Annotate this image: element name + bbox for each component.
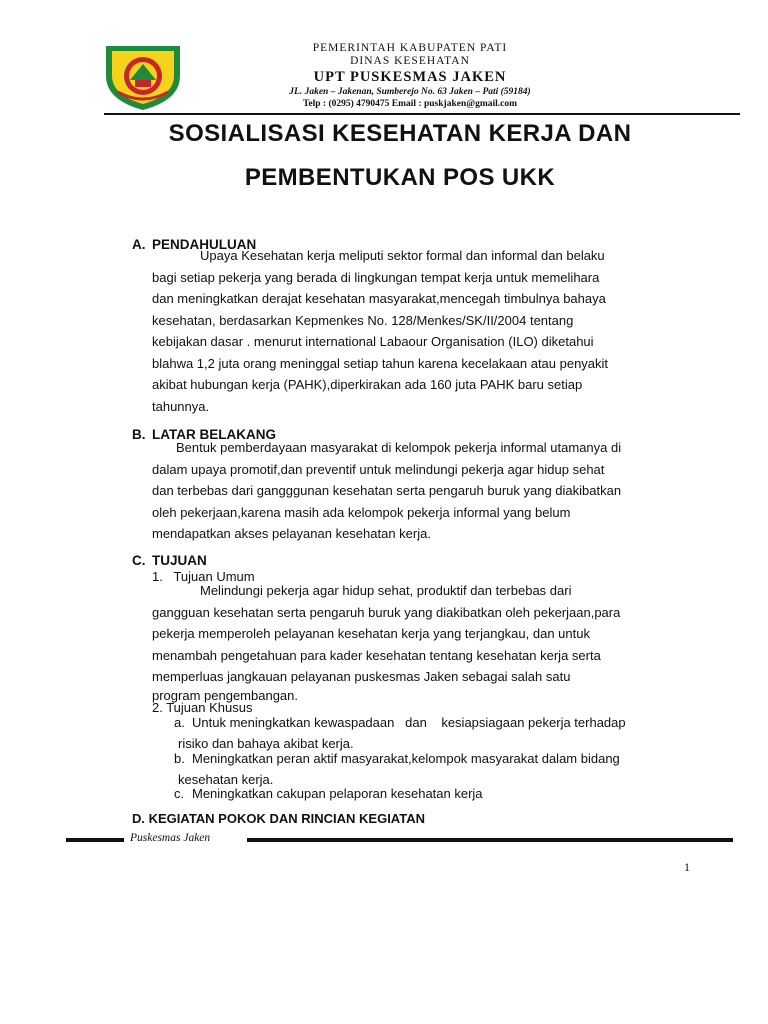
- section-a-line: kebijakan dasar . menurut international Labaour Organisation (ILO) diketahui: [152, 334, 594, 349]
- specific-item-a-line-2: risiko dan bahaya akibat kerja.: [178, 736, 354, 751]
- section-c-label: C.: [132, 553, 146, 568]
- section-c-general-line: gangguan kesehatan serta pengaruh buruk yang diakibatkan oleh pekerjaan,para: [152, 604, 621, 620]
- page-number: 1: [684, 860, 690, 874]
- pati-regency-crest-icon: [100, 40, 186, 112]
- letterhead-department: DINAS KESEHATAN: [350, 55, 470, 67]
- section-c-general-line: program pengembangan.: [152, 687, 298, 703]
- specific-item-b-line-2: kesehatan kerja.: [178, 772, 274, 787]
- specific-item-c-line-1: Meningkatkan cakupan pelaporan kesehatan kerja: [192, 786, 483, 801]
- section-a-line: bagi setiap pekerja yang berada di lingkungan tempat kerja untuk memelihara: [152, 269, 600, 285]
- section-b-label: B.: [132, 427, 146, 442]
- section-a-heading: PENDAHULUAN: [152, 237, 257, 252]
- section-b-line: dan terbebas dari gangggunan kesehatan serta pengaruh buruk yang diakibatkan: [152, 483, 622, 498]
- specific-item-c-mark: c.: [174, 786, 185, 801]
- section-c-general-line: menambah pengetahuan para kader kesehatan tentang kesehatan kerja serta: [152, 647, 601, 663]
- section-d-heading: D. KEGIATAN POKOK DAN RINCIAN KEGIATAN: [132, 811, 425, 826]
- letterhead-contact: Telp : (0295) 4790475 Email : puskjaken@gmail.com: [302, 99, 518, 109]
- section-a-label: A.: [132, 237, 146, 252]
- section-c-general-line: pekerja memperoleh pelayanan kesehatan kerja yang terjangkau, dan untuk: [152, 626, 590, 641]
- footer-rule-right: [247, 838, 733, 842]
- specific-item-b-line-1: Meningkatkan peran aktif masyarakat,kelompok masyarakat dalam bidang: [192, 751, 620, 766]
- section-b-line: oleh pekerjaan,karena masih ada kelompok pekerja informal yang belum: [152, 504, 571, 520]
- specific-item-a-line-1: Untuk meningkatkan kewaspadaan dan kesiapsiagaan pekerja terhadap: [192, 715, 626, 730]
- section-c-general-line: memperluas jangkauan pelayanan puskesmas Jaken sebagai salah satu: [152, 669, 571, 684]
- section-a-line: tahunnya.: [152, 398, 210, 414]
- letterhead-government: PEMERINTAH KABUPATEN PATI: [312, 42, 508, 54]
- letterhead-address: JL. Jaken – Jakenan, Sumberejo No. 63 Jaken – Pati (59184): [289, 87, 531, 97]
- section-c-heading: TUJUAN: [152, 553, 207, 568]
- section-b-body: [152, 437, 698, 545]
- letterhead-divider: [104, 113, 740, 115]
- section-a-line: Upaya Kesehatan kerja meliputi sektor formal dan informal dan belaku: [200, 248, 605, 263]
- section-a-line: kesehatan, berdasarkan Kepmenkes No. 128/Menkes/SK/II/2004 tentang: [152, 312, 574, 328]
- footer-rule-left: [66, 838, 124, 842]
- section-b-line: mendapatkan akses pelayanan kesehatan kerja.: [152, 526, 431, 541]
- section-a-line: akibat hubungan kerja (PAHK),diperkirakan ada 160 juta PAHK baru setiap: [152, 377, 583, 392]
- document-title-line-1: SOSIALISASI KESEHATAN KERJA DAN: [168, 120, 632, 147]
- section-c-general-goal-body: [152, 580, 698, 704]
- section-c-general-line: Melindungi pekerja agar hidup sehat, produktif dan terbebas dari: [200, 583, 572, 598]
- section-b-line: dalam upaya promotif,dan preventif untuk melindungi pekerja agar hidup sehat: [152, 461, 605, 477]
- document-title-line-2: PEMBENTUKAN POS UKK: [244, 164, 556, 191]
- section-c-general-goal-label: 1. Tujuan Umum: [152, 569, 255, 584]
- letterhead-institution: UPT PUSKESMAS JAKEN: [313, 69, 507, 85]
- specific-item-b-mark: b.: [174, 751, 185, 766]
- section-a-line: blahwa 1,2 juta orang meninggal setiap tahun karena kecelakaan atau penyakit: [152, 355, 609, 371]
- specific-item-a-mark: a.: [174, 715, 185, 730]
- letterhead: [200, 42, 620, 110]
- section-c-specific-goal-label: 2. Tujuan Khusus: [152, 700, 253, 715]
- section-b-line: Bentuk pemberdayaan masyarakat di kelompok pekerja informal utamanya di: [176, 440, 622, 455]
- footer-text: Puskesmas Jaken: [130, 832, 211, 844]
- section-a-line: dan meningkatkan derajat kesehatan masyarakat,mencegah timbulnya bahaya: [152, 291, 606, 306]
- section-a-body: [152, 245, 698, 417]
- section-b-heading: LATAR BELAKANG: [152, 427, 276, 442]
